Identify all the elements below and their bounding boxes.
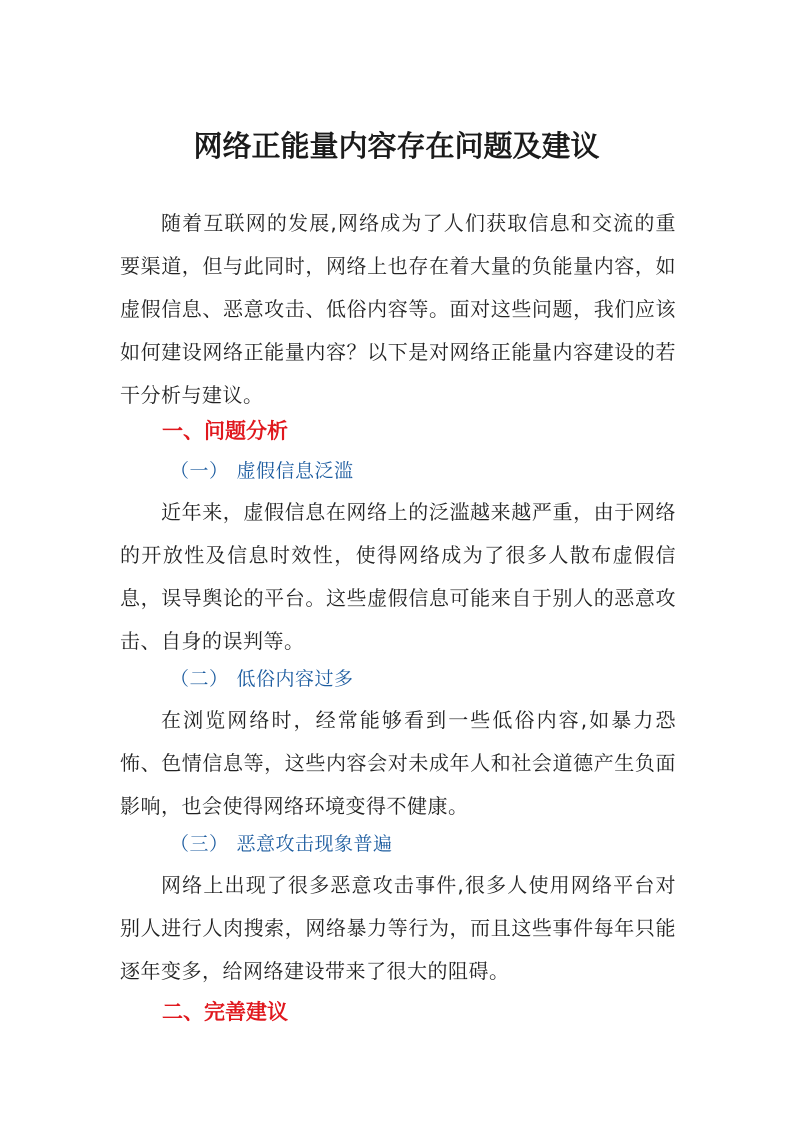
paragraph-vulgar-content: 在浏览网络时，经常能够看到一些低俗内容,如暴力恐怖、色情信息等，这些内容会对未成年人和社会道德产生负面影响，也会使得网络环境变得不健康。	[120, 708, 676, 818]
subsection-number: （三）	[170, 833, 229, 855]
section-heading-suggestions: 二、完善建议	[162, 1000, 288, 1024]
section-heading-problem-analysis: 一、问题分析	[162, 419, 288, 443]
subsection-title: 低俗内容过多	[236, 668, 354, 690]
subsection-heading-false-info	[170, 456, 354, 486]
document-title: 网络正能量内容存在问题及建议	[193, 129, 600, 163]
subsection-heading-vulgar-content	[170, 664, 354, 694]
subsection-heading-malicious-attacks	[170, 829, 393, 859]
paragraph-malicious-attacks: 网络上出现了很多恶意攻击事件,很多人使用网络平台对别人进行人肉搜索，网络暴力等行为，而且这些事件每年只能逐年变多，给网络建设带来了很大的阻碍。	[120, 873, 676, 983]
subsection-title: 虚假信息泛滥	[236, 460, 354, 482]
paragraph-false-info: 近年来，虚假信息在网络上的泛滥越来越严重，由于网络的开放性及信息时效性，使得网络成为了很多人散布虚假信息，误导舆论的平台。这些虚假信息可能来自于别人的恶意攻击、自身的误判等。	[120, 500, 676, 653]
subsection-number: （一）	[170, 460, 229, 482]
subsection-title: 恶意攻击现象普遍	[236, 833, 393, 855]
subsection-number: （二）	[170, 668, 229, 690]
intro-paragraph: 随着互联网的发展,网络成为了人们获取信息和交流的重要渠道，但与此同时，网络上也存在着大量的负能量内容，如虚假信息、恶意攻击、低俗内容等。面对这些问题，我们应该如何建设网络正能量内容？以下是对网络正能量内容建设的若干分析与建议。	[120, 211, 676, 407]
